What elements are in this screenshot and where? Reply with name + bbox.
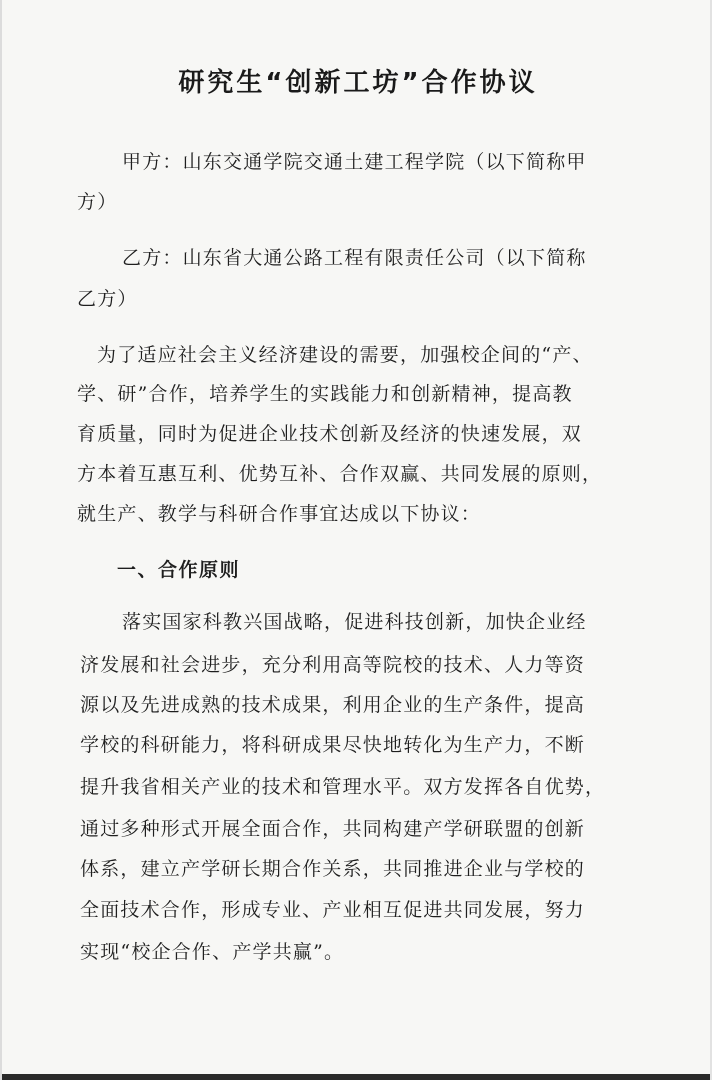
- section-1-line-2: 济发展和社会进步，充分利用高等院校的技术、人力等资: [80, 654, 586, 676]
- party-b-line-2: 乙方）: [77, 288, 138, 310]
- section-1-line-4: 学校的科研能力，将科研成果尽快地转化为生产力，不断: [80, 734, 586, 756]
- scan-bottom-edge: [2, 1074, 712, 1080]
- intro-line-5: 就生产、教学与科研合作事宜达成以下协议：: [77, 503, 482, 525]
- intro-line-2: 学、研”合作，培养学生的实践能力和创新精神，提高教: [77, 383, 573, 405]
- section-1-line-3: 源以及先进成熟的技术成果，利用企业的生产条件，提高: [80, 694, 586, 716]
- section-1-line-6: 通过多种形式开展全面合作，共同构建产学研联盟的创新: [80, 818, 586, 840]
- intro-line-1: 为了适应社会主义经济建设的需要，加强校企间的“产、: [97, 344, 593, 366]
- party-a-line-2: 方）: [77, 191, 118, 213]
- section-1-line-8: 全面技术合作，形成专业、产业相互促进共同发展，努力: [80, 899, 586, 921]
- section-1-heading: 一、合作原则: [117, 559, 241, 581]
- party-a-line-1: 甲方：山东交通学院交通土建工程学院（以下简称甲: [122, 151, 587, 173]
- document-title: 研究生“创新工坊”合作协议: [178, 68, 538, 98]
- section-1-line-7: 体系，建立产学研长期合作关系，共同推进企业与学校的: [80, 858, 586, 880]
- intro-line-3: 育质量，同时为促进企业技术创新及经济的快速发展，双: [77, 423, 583, 445]
- section-1-line-1: 落实国家科教兴国战略，促进科技创新，加快企业经: [122, 611, 587, 633]
- intro-line-4: 方本着互惠互利、优势互补、合作双赢、共同发展的原则，: [77, 463, 603, 485]
- party-b-line-1: 乙方：山东省大通公路工程有限责任公司（以下简称: [122, 247, 587, 269]
- section-1-line-9: 实现“校企合作、产学共赢”。: [80, 941, 345, 963]
- section-1-line-5: 提升我省相关产业的技术和管理水平。双方发挥各自优势，: [80, 776, 606, 798]
